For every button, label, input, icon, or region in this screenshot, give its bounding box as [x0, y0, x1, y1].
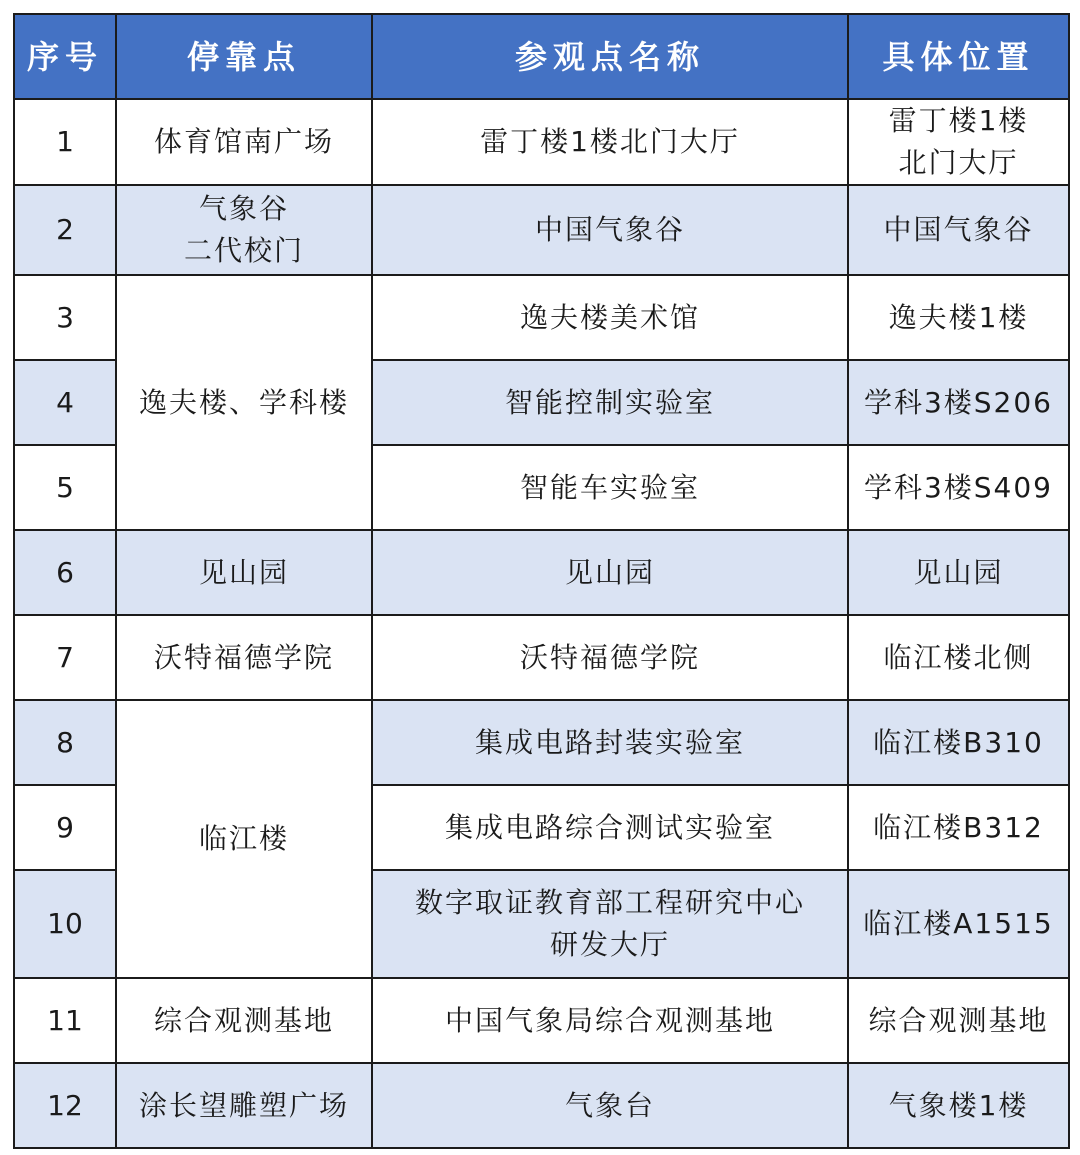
table-row — [14, 615, 1069, 700]
row-location — [848, 99, 1069, 185]
row-stop: 临江楼 — [116, 700, 372, 978]
row-index: 11 — [14, 978, 116, 1063]
row-spot: 智能车实验室 — [372, 445, 848, 530]
row-index: 12 — [14, 1063, 116, 1148]
header-index: 序号 — [14, 14, 116, 99]
row-index: 5 — [14, 445, 116, 530]
row-spot: 气象台 — [372, 1063, 848, 1148]
row-location: 综合观测基地 — [848, 978, 1069, 1063]
row-spot: 雷丁楼1楼北门大厅 — [372, 99, 848, 185]
row-spot: 中国气象局综合观测基地 — [372, 978, 848, 1063]
row-spot: 集成电路综合测试实验室 — [372, 785, 848, 870]
row-stop — [116, 185, 372, 275]
row-stop: 见山园 — [116, 530, 372, 615]
row-location: 临江楼B312 — [848, 785, 1069, 870]
table-row — [14, 978, 1069, 1063]
row-spot: 中国气象谷 — [372, 185, 848, 275]
row-location: 逸夫楼1楼 — [848, 275, 1069, 360]
row-index: 3 — [14, 275, 116, 360]
row-stop-line: 二代校门 — [183, 234, 304, 267]
row-index: 7 — [14, 615, 116, 700]
row-stop: 体育馆南广场 — [116, 99, 372, 185]
row-spot: 智能控制实验室 — [372, 360, 848, 445]
row-index: 9 — [14, 785, 116, 870]
row-location: 临江楼北侧 — [848, 615, 1069, 700]
table-row — [14, 530, 1069, 615]
row-location: 临江楼B310 — [848, 700, 1069, 785]
row-location: 中国气象谷 — [848, 185, 1069, 275]
row-location-line: 雷丁楼1楼 — [888, 104, 1029, 137]
row-spot-line: 研发大厅 — [549, 928, 670, 961]
row-stop-line: 气象谷 — [198, 192, 289, 225]
row-spot: 沃特福德学院 — [372, 615, 848, 700]
row-stop: 综合观测基地 — [116, 978, 372, 1063]
row-stop: 涂长望雕塑广场 — [116, 1063, 372, 1148]
row-index: 8 — [14, 700, 116, 785]
header-location: 具体位置 — [848, 14, 1069, 99]
row-spot — [372, 870, 848, 978]
table-row — [14, 185, 1069, 275]
table-row — [14, 275, 1069, 360]
table-row — [14, 99, 1069, 185]
row-spot: 集成电路封装实验室 — [372, 700, 848, 785]
header-spot-name: 参观点名称 — [372, 14, 848, 99]
row-stop: 逸夫楼、学科楼 — [116, 275, 372, 530]
header-stop: 停靠点 — [116, 14, 372, 99]
row-spot: 见山园 — [372, 530, 848, 615]
table-row — [14, 1063, 1069, 1148]
table-row — [14, 700, 1069, 785]
table-header-row — [14, 14, 1069, 99]
row-location: 临江楼A1515 — [848, 870, 1069, 978]
row-location: 气象楼1楼 — [848, 1063, 1069, 1148]
row-location: 学科3楼S206 — [848, 360, 1069, 445]
row-index: 10 — [14, 870, 116, 978]
visit-schedule-table — [13, 13, 1070, 1149]
row-stop: 沃特福德学院 — [116, 615, 372, 700]
row-index: 6 — [14, 530, 116, 615]
row-location: 学科3楼S409 — [848, 445, 1069, 530]
row-index: 1 — [14, 99, 116, 185]
row-location: 见山园 — [848, 530, 1069, 615]
row-spot-line: 数字取证教育部工程研究中心 — [414, 886, 805, 919]
row-index: 2 — [14, 185, 116, 275]
row-location-line: 北门大厅 — [898, 146, 1019, 179]
row-index: 4 — [14, 360, 116, 445]
row-spot: 逸夫楼美术馆 — [372, 275, 848, 360]
